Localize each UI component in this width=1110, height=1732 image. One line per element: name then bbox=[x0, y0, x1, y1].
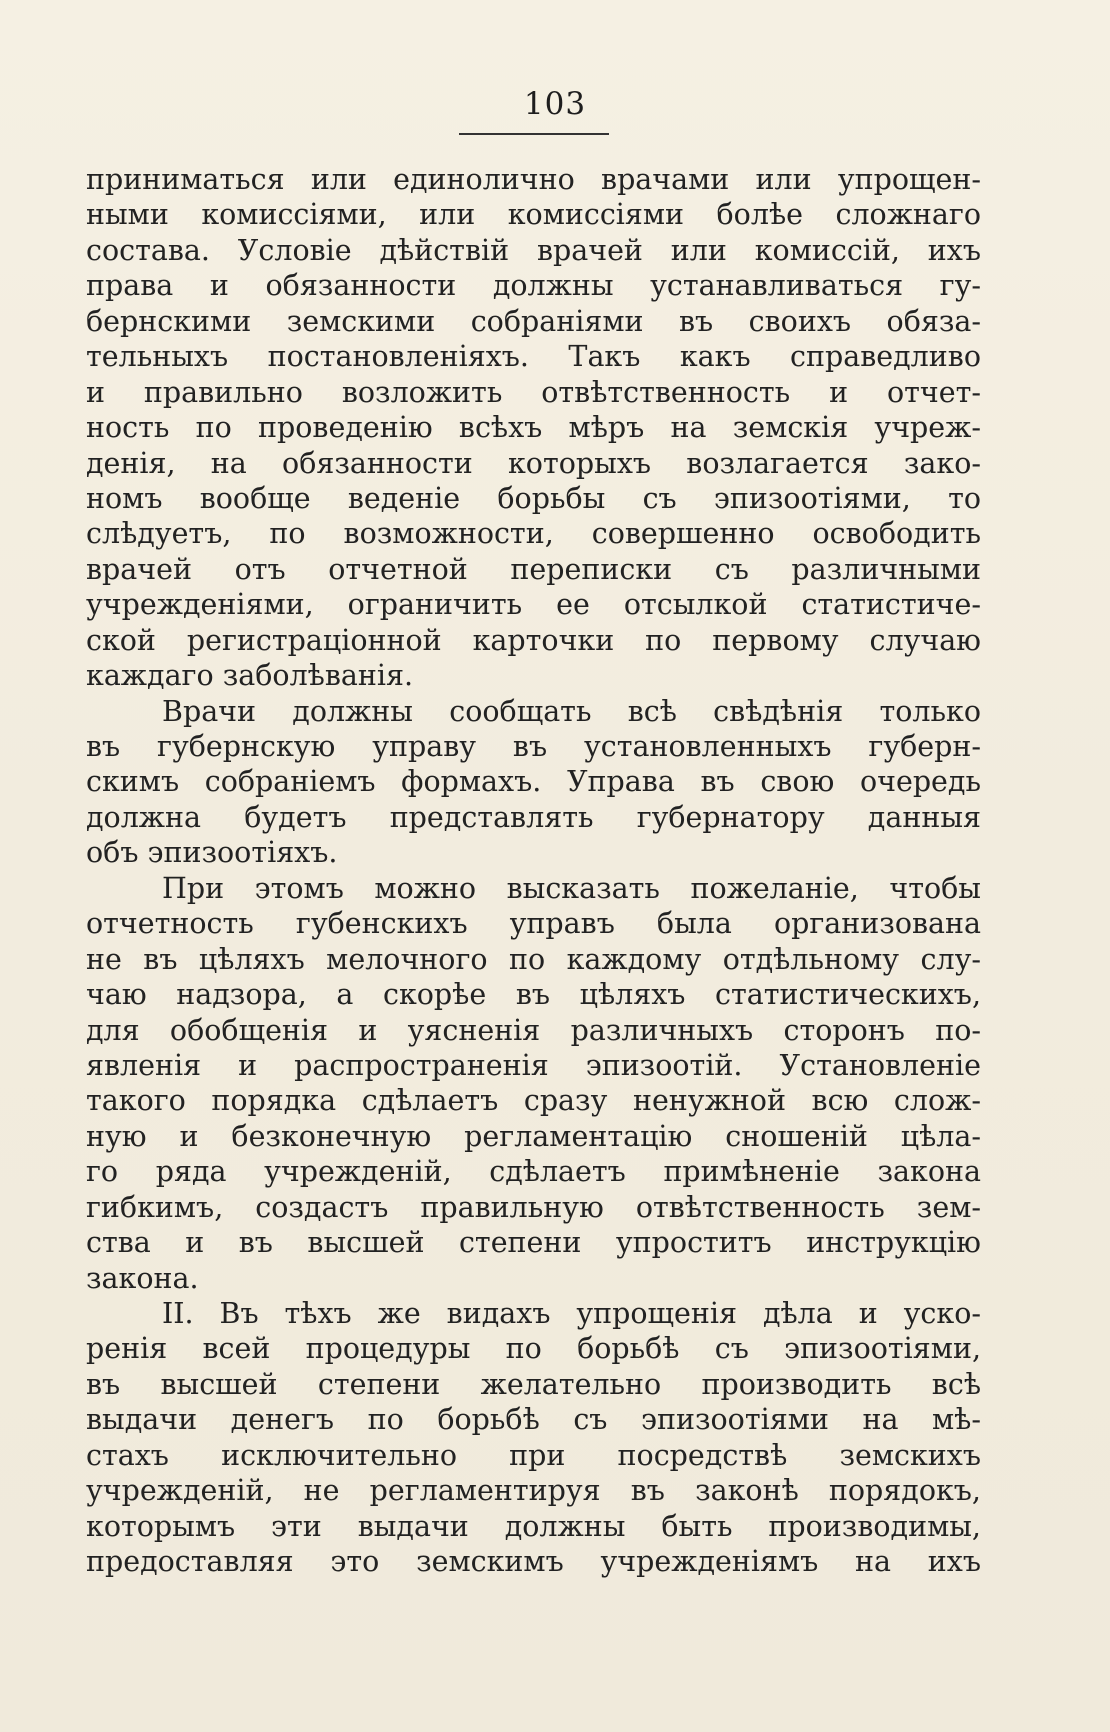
text-line: должна будетъ представлять губернатору данныя bbox=[86, 800, 981, 834]
text-line: объ эпизоотіяхъ. bbox=[86, 836, 338, 870]
text-line: ренія всей процедуры по борьбѣ съ эпизоотіями, bbox=[86, 1332, 981, 1366]
text-line: При этомъ можно высказать пожеланіе, чтобы bbox=[162, 871, 981, 905]
text-line: бернскими земскими собраніями въ своихъ обяза- bbox=[86, 304, 981, 338]
text-line: закона. bbox=[86, 1261, 199, 1295]
text-line: ства и въ высшей степени упроститъ инструкцію bbox=[86, 1226, 981, 1260]
text-line: стахъ исключительно при посредствѣ земскихъ bbox=[86, 1438, 981, 1472]
text-line: гибкимъ, создастъ правильную отвѣтственность зем- bbox=[86, 1190, 981, 1224]
text-line: го ряда учрежденій, сдѣлаетъ примѣненіе закона bbox=[86, 1155, 981, 1189]
text-line: такого порядка сдѣлаетъ сразу ненужной всю слож- bbox=[86, 1084, 981, 1118]
text-line: ность по проведенію всѣхъ мѣръ на земскія учреж- bbox=[86, 411, 981, 445]
text-line: номъ вообще веденіе борьбы съ эпизоотіями, то bbox=[86, 481, 981, 515]
text-line: ными комиссіями, или комиссіями болѣе сложнаго bbox=[86, 198, 981, 232]
text-line: денія, на обязанности которыхъ возлагается зако- bbox=[86, 446, 981, 480]
text-line: II. Въ тѣхъ же видахъ упрощенія дѣла и уско- bbox=[162, 1297, 981, 1330]
text-line: скимъ собраніемъ формахъ. Управа въ свою очередь bbox=[86, 765, 981, 799]
body-text bbox=[86, 162, 981, 1580]
text-line: явленія и распространенія эпизоотій. Установленіе bbox=[86, 1048, 981, 1082]
text-line: отчетность губенскихъ управъ была организована bbox=[86, 907, 981, 941]
text-line: Врачи должны сообщать всѣ свѣдѣнія только bbox=[162, 694, 981, 728]
text-line: права и обязанности должны устанавливаться гу- bbox=[86, 269, 981, 303]
text-line: ную и безконечную регламентацію сношеній цѣла- bbox=[86, 1119, 981, 1153]
text-line: тельныхъ постановленіяхъ. Такъ какъ справедливо bbox=[86, 340, 981, 374]
text-line: которымъ эти выдачи должны быть производимы, bbox=[86, 1509, 981, 1543]
page-number: 103 bbox=[523, 86, 587, 122]
text-line: предоставляя это земскимъ учрежденіямъ на ихъ bbox=[86, 1545, 981, 1579]
text-line: въ высшей степени желательно производить всѣ bbox=[86, 1367, 981, 1401]
header-rule bbox=[459, 133, 609, 135]
text-line: каждаго заболѣванія. bbox=[86, 659, 414, 693]
text-line: слѣдуетъ, по возможности, совершенно освободить bbox=[86, 517, 981, 551]
text-line: въ губернскую управу въ установленныхъ губерн- bbox=[86, 730, 981, 763]
text-line: не въ цѣляхъ мелочного по каждому отдѣльному слу- bbox=[86, 942, 981, 976]
text-line: состава. Условіе дѣйствій врачей или комиссій, ихъ bbox=[86, 233, 981, 267]
text-line: учрежденіями, ограничить ее отсылкой статистиче- bbox=[86, 588, 981, 622]
text-line: приниматься или единолично врачами или упрощен- bbox=[86, 163, 981, 196]
text-line: и правильно возложить отвѣтственность и отчет- bbox=[86, 375, 981, 409]
text-line: чаю надзора, а скорѣе въ цѣляхъ статистическихъ, bbox=[86, 978, 981, 1012]
text-line: ской регистраціонной карточки по первому случаю bbox=[86, 623, 981, 657]
text-line: выдачи денегъ по борьбѣ съ эпизоотіями на мѣ- bbox=[86, 1403, 981, 1437]
text-line: учрежденій, не регламентируя въ законѣ порядокъ, bbox=[86, 1474, 981, 1508]
text-line: для обобщенія и уясненія различныхъ сторонъ по- bbox=[86, 1013, 981, 1047]
text-line: врачей отъ отчетной переписки съ различными bbox=[86, 552, 981, 586]
